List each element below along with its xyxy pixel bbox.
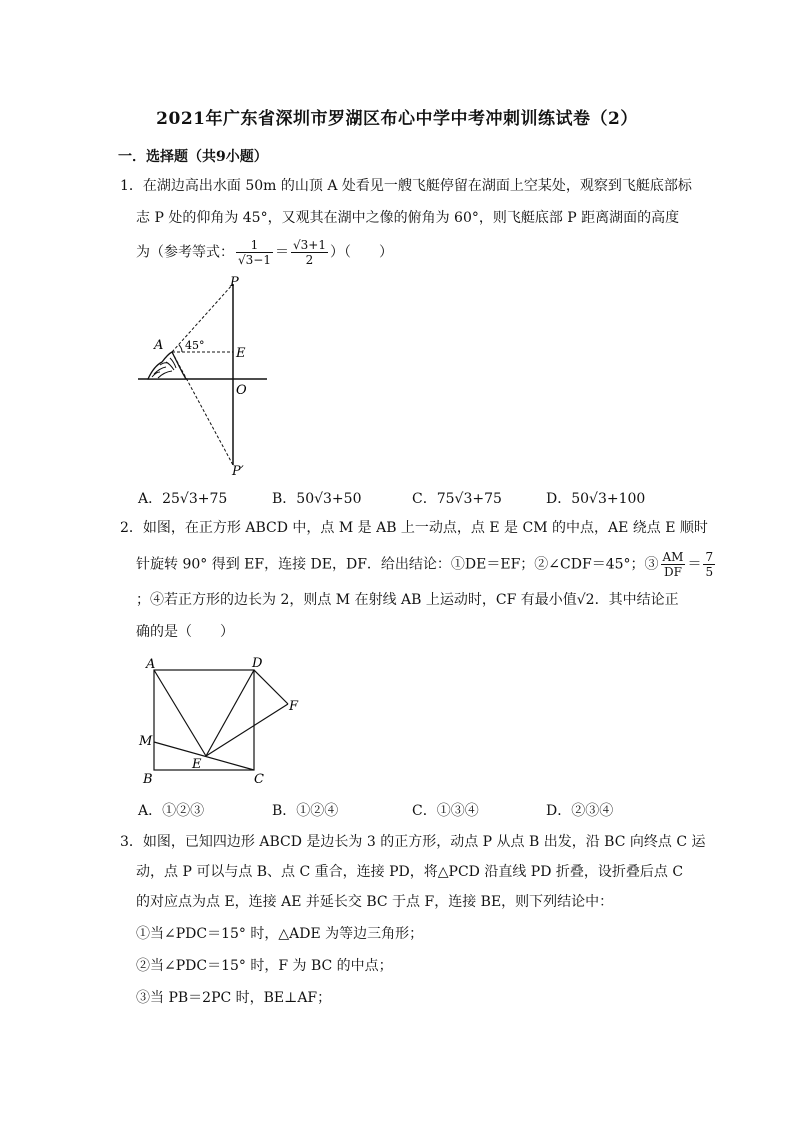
q1-label-a: A xyxy=(154,338,164,353)
q3-line3: 的对应点为点 E，连接 AE 并延长交 BC 于点 F，连接 BE，则下列结论中： xyxy=(136,894,614,910)
q2-square xyxy=(154,670,254,770)
q1-ref-rhs-num: √3+1 xyxy=(292,238,326,252)
q2-label-d: D xyxy=(252,656,263,671)
q1-ref-num: 1 xyxy=(236,238,273,253)
q2-segment-df xyxy=(254,670,288,704)
q1-line3-suffix: ）（ ） xyxy=(329,244,393,261)
q1-choice-a[interactable]: A．25√3+75 xyxy=(138,491,228,507)
q1-ref-rhs-den: 2 xyxy=(305,253,314,267)
q1-label-p2: P′ xyxy=(232,464,244,479)
q1-line3-prefix: 为（参考等式： xyxy=(136,244,234,261)
q2-choice-b[interactable]: B．①②④ xyxy=(272,803,339,819)
q2-label-b: B xyxy=(143,772,153,787)
q2-figure xyxy=(136,652,316,788)
q2-label-m: M xyxy=(139,734,153,749)
q1-ref-fraction-right xyxy=(291,238,328,267)
q1-figure xyxy=(130,270,280,480)
q2-segment-mc xyxy=(154,742,254,770)
q1-angle-arc xyxy=(179,345,182,352)
mountain-icon xyxy=(148,352,186,379)
section-heading: 一．选择题（共9小题） xyxy=(118,149,268,165)
q1-choice-b[interactable]: B．50√3+50 xyxy=(272,491,362,507)
q1-ref-fraction-left xyxy=(236,238,273,267)
q2-choice-a[interactable]: A．①②③ xyxy=(138,803,205,819)
q1-ref-den: √3−1 xyxy=(238,253,271,267)
q3-item1: ①当∠PDC＝15° 时，△ADE 为等边三角形； xyxy=(136,926,424,942)
q1-choice-d[interactable]: D．50√3+100 xyxy=(546,491,646,507)
q1-label-angle: 45° xyxy=(185,339,205,352)
q3-line2: 动，点 P 可以与点 B、点 C 重合，连接 PD，将△PCD 沿直线 PD 折叠，设折叠后点 C xyxy=(136,864,684,880)
q2-fraction-left xyxy=(661,550,686,579)
q2-choice-c[interactable]: C．①③④ xyxy=(412,803,479,819)
q3-item2: ②当∠PDC＝15° 时，F 为 BC 的中点； xyxy=(136,958,393,974)
q2-line2-prefix: 针旋转 90° 得到 EF，连接 DE，DF．给出结论：①DE＝EF；②∠CDF＝45°；③ xyxy=(136,556,659,573)
q1-label-e: E xyxy=(236,346,246,361)
q3-item3: ③当 PB＝2PC 时，BE⊥AF； xyxy=(136,990,332,1006)
q2-line1: 2．如图，在正方形 ABCD 中，点 M 是 AB 上一动点，点 E 是 CM 的中点，AE 绕点 E 顺时 xyxy=(120,520,708,536)
q1-label-p: P xyxy=(230,275,239,290)
q2-label-c: C xyxy=(254,772,264,787)
q2-label-e: E xyxy=(192,757,202,772)
q2-fraction-right xyxy=(703,550,715,579)
q2-choice-d[interactable]: D．②③④ xyxy=(546,803,614,819)
q2-segment-ae xyxy=(154,670,206,756)
q2-line4: 确的是（ ） xyxy=(136,624,234,640)
q2-frac-right-den: 5 xyxy=(705,565,714,579)
q1-line2: 志 P 处的仰角为 45°，又观其在湖中之像的俯角为 60°，则飞艇底部 P 距离湖面的高度 xyxy=(136,210,680,226)
q1-line3: 为（参考等式： $\frac{1}{√3-1}$ ＝ $\frac{√3+1}{2}$ ）（ ） xyxy=(136,238,393,267)
q3-line1: 3．如图，已知四边形 ABCD 是边长为 3 的正方形，动点 P 从点 B 出发，沿 BC 向终点 C 运 xyxy=(120,834,706,850)
q1-choice-c[interactable]: C．75√3+75 xyxy=(412,491,502,507)
page-title: 2021年广东省深圳市罗湖区布心中学中考冲刺训练试卷（2） xyxy=(156,109,638,129)
q2-frac-left-num: AM xyxy=(662,550,684,564)
q2-segment-ef xyxy=(206,704,288,756)
q2-line2: 针旋转 90° 得到 EF，连接 DE，DF．给出结论：①DE＝EF；②∠CDF＝45°；③ $\frac{AM}{DF}$ ＝ $\frac{7}{5}$ xyxy=(136,550,714,579)
q2-line3: ；④若正方形的边长为 2，则点 M 在射线 AB 上运动时，CF 有最小值√2．其中结论正 xyxy=(136,592,679,608)
q2-frac-left-den: DF xyxy=(664,565,682,579)
q2-label-f: F xyxy=(289,699,299,714)
q2-frac-right-num: 7 xyxy=(705,550,714,564)
q2-label-a: A xyxy=(146,657,156,672)
q2-segment-de xyxy=(206,670,254,756)
q1-label-o: O xyxy=(236,383,247,398)
q1-line1: 1．在湖边高出水面 50m 的山顶 A 处看见一艘飞艇停留在湖面上空某处，观察到飞艇底部标 xyxy=(120,178,692,194)
